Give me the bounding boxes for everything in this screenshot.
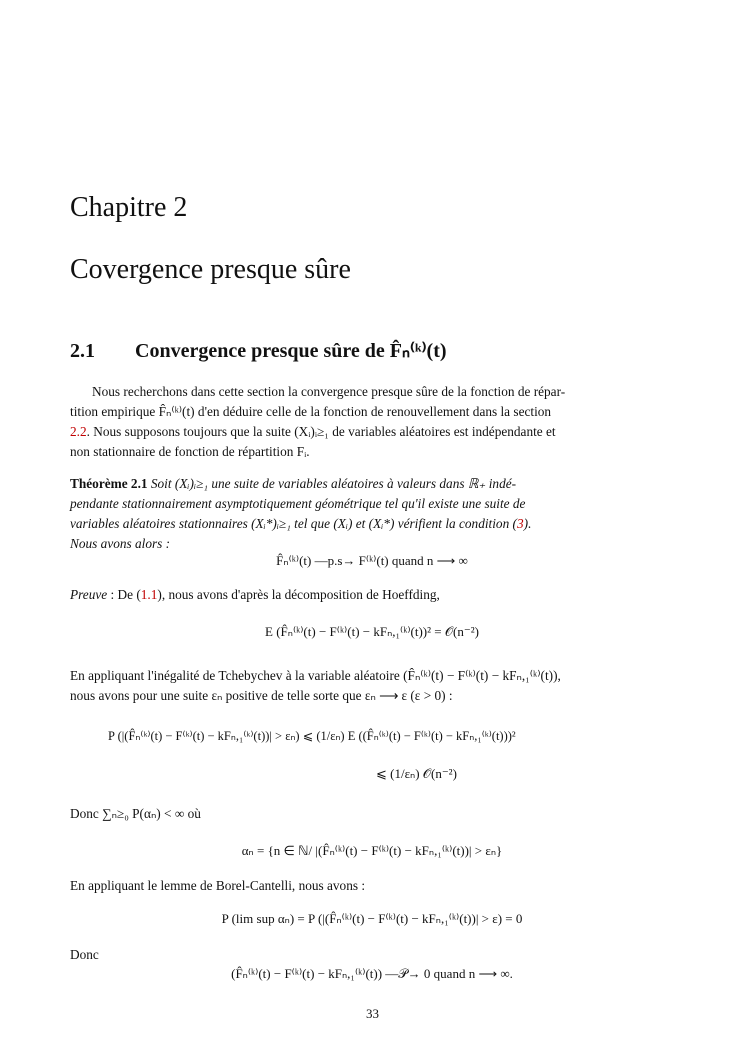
section-heading xyxy=(70,338,447,363)
proof-label: Preuve xyxy=(70,587,108,602)
donc-line-1: Donc ∑ₙ≥₀ P(αₙ) < ∞ où xyxy=(70,806,201,821)
tchebychev-paragraph xyxy=(70,666,674,706)
theorem-line-1: Théorème 2.1 Soit (Xᵢ)ᵢ≥₁ une suite de variables aléatoires à valeurs dans ℝ₊ indé- xyxy=(70,476,517,491)
equation-5: (F̂ₙ⁽ᵏ⁾(t) − F⁽ᵏ⁾(t) − kFₙ,₁⁽ᵏ⁾(t)) —𝒫→ 0 quand n ⟶ ∞. xyxy=(231,966,513,981)
intro-line-1: Nous recherchons dans cette section la convergence presque sûre de la fonction de répar- xyxy=(92,384,566,399)
theorem-line-3: variables aléatoires stationnaires (Xᵢ*)ᵢ≥₁ tel que (Xᵢ) et (Xᵢ*) vérifient la condition (3). xyxy=(70,516,532,531)
tchebychev-line-1: En appliquant l'inégalité de Tchebychev à la variable aléatoire (F̂ₙ⁽ᵏ⁾(t) − F⁽ᵏ⁾(t) − kFₙ,₁⁽ᵏ⁾(t)), xyxy=(70,668,561,683)
theorem-label: Théorème 2.1 xyxy=(70,476,148,491)
proof-intro: Preuve : De (1.1), nous avons d'après la décomposition de Hoeffding, xyxy=(70,587,440,602)
intro-line-2: tition empirique F̂ₙ⁽ᵏ⁾(t) d'en déduire celle de la fonction de renouvellement dans la section xyxy=(70,404,552,419)
equation-1: E (F̂ₙ⁽ᵏ⁾(t) − F⁽ᵏ⁾(t) − kFₙ,₁⁽ᵏ⁾(t))² = 𝒪(n⁻²) xyxy=(265,624,479,639)
theorem-block xyxy=(70,474,674,554)
equation-3: αₙ = {n ∈ ℕ/ |(F̂ₙ⁽ᵏ⁾(t) − F⁽ᵏ⁾(t) − kFₙ,₁⁽ᵏ⁾(t))| > εₙ} xyxy=(241,843,503,858)
intro-line-4: non stationnaire de fonction de répartition Fᵢ. xyxy=(70,444,310,459)
equation-2b: ⩽ (1/εₙ) 𝒪(n⁻²) xyxy=(376,766,457,781)
intro-line-3: 2.2. Nous supposons toujours que la suite (Xᵢ)ᵢ≥₁ de variables aléatoires est indépendante et xyxy=(70,424,556,439)
section-number: 2.1 xyxy=(70,340,95,362)
theorem-line-2: pendante stationnairement asymptotiquement géométrique tel qu'il existe une suite de xyxy=(70,496,526,511)
theorem-equation: F̂ₙ⁽ᵏ⁾(t) —p.s→ F⁽ᵏ⁾(t) quand n ⟶ ∞ xyxy=(276,553,468,568)
equation-2a: P (|(F̂ₙ⁽ᵏ⁾(t) − F⁽ᵏ⁾(t) − kFₙ,₁⁽ᵏ⁾(t))| > εₙ) ⩽ (1/εₙ) E ((F̂ₙ⁽ᵏ⁾(t) − F⁽ᵏ⁾(t) − kFₙ,₁⁽ᵏ⁾(t)))² xyxy=(108,729,516,743)
intro-paragraph xyxy=(70,382,674,462)
section-ref-link[interactable]: 2.2 xyxy=(70,424,87,439)
page-number: 33 xyxy=(366,1006,379,1021)
chapter-title: Covergence presque sûre xyxy=(70,254,351,285)
section-title: Convergence presque sûre de F̂ₙ⁽ᵏ⁾(t) xyxy=(135,340,447,362)
equation-4: P (lim sup αₙ) = P (|(F̂ₙ⁽ᵏ⁾(t) − F⁽ᵏ⁾(t) − kFₙ,₁⁽ᵏ⁾(t))| > ε) = 0 xyxy=(221,911,523,926)
theorem-line-4: Nous avons alors : xyxy=(70,536,171,551)
condition-ref-link[interactable]: 3 xyxy=(516,516,524,531)
hoeffding-ref-link[interactable]: 1.1 xyxy=(140,587,158,602)
borel-cantelli-paragraph: En appliquant le lemme de Borel-Cantelli, nous avons : xyxy=(70,878,366,893)
tchebychev-line-2: nous avons pour une suite εₙ positive de telle sorte que εₙ ⟶ ε (ε > 0) : xyxy=(70,688,453,703)
donc-line-2: Donc xyxy=(70,947,99,962)
chapter-label: Chapitre 2 xyxy=(70,192,188,223)
